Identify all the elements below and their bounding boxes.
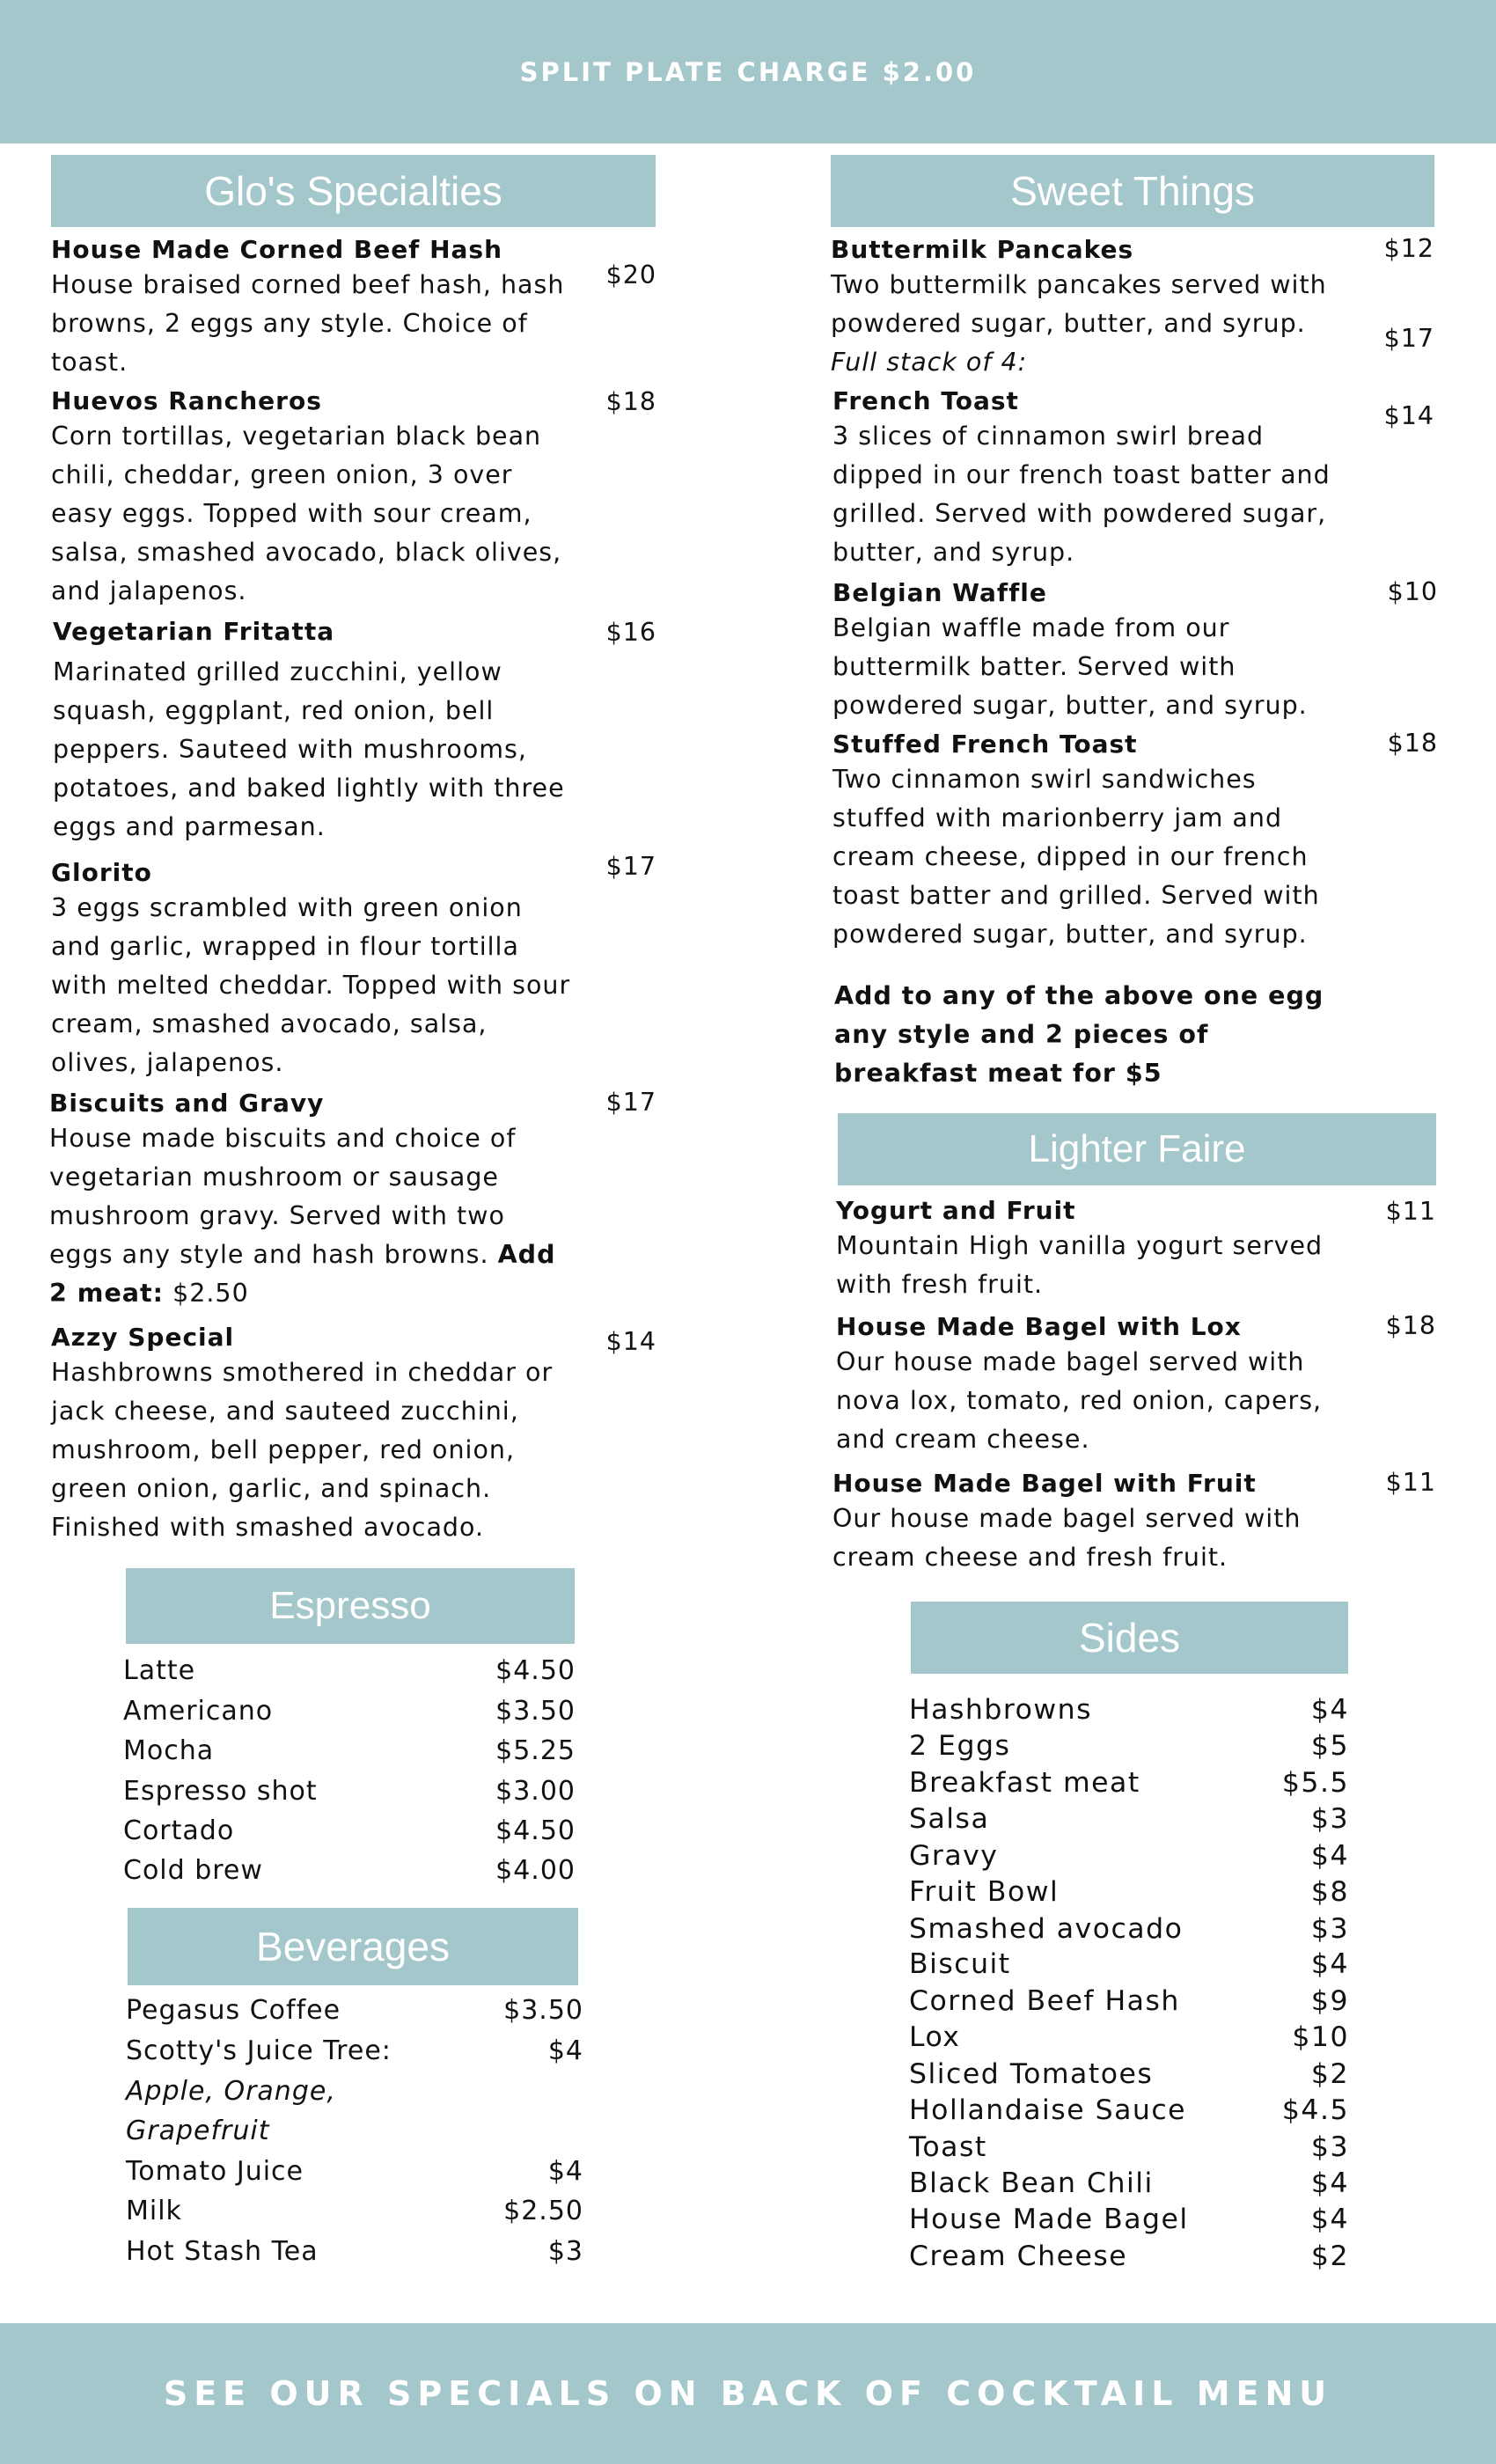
side-price: $3 — [1310, 1913, 1349, 1945]
lighter-faire-header: Lighter Faire — [838, 1113, 1436, 1185]
side-price: $8 — [1310, 1876, 1349, 1908]
side-row — [909, 1840, 1349, 1872]
drink-name: Latte — [123, 1655, 196, 1686]
drink-name: Hot Stash Tea — [126, 2236, 319, 2267]
beverage-row — [126, 1995, 583, 2026]
side-row — [909, 2131, 1349, 2163]
side-row — [909, 1730, 1349, 1762]
drink-name: Mocha — [123, 1735, 215, 1766]
menu-item-bagel-with-fruit — [832, 1468, 1343, 1577]
item-name: Huevos Rancheros — [51, 386, 322, 415]
espresso-row — [123, 1815, 576, 1846]
side-row — [909, 1803, 1349, 1835]
beverage-row — [126, 2236, 583, 2267]
side-price: $9 — [1310, 1985, 1349, 2017]
side-price: $5 — [1310, 1730, 1349, 1762]
item-price: $11 — [1385, 1468, 1436, 1497]
item-description: House braised corned beef hash, hash browns, 2 eggs any style. Choice of toast. — [51, 270, 565, 377]
side-name: Biscuit — [909, 1948, 1011, 1980]
espresso-row — [123, 1696, 576, 1727]
item-price: $18 — [1385, 1311, 1436, 1340]
item-price: $17 — [605, 852, 656, 881]
item-name: Stuffed French Toast — [832, 730, 1138, 759]
menu-item-yogurt-and-fruit — [836, 1195, 1346, 1304]
juice-options-line — [126, 2116, 583, 2146]
full-stack-note: Full stack of 4: — [831, 348, 1028, 377]
item-name: Glorito — [51, 858, 152, 887]
side-name: Sliced Tomatoes — [909, 2058, 1154, 2090]
beverage-row — [126, 2196, 583, 2226]
side-row — [909, 2058, 1349, 2090]
menu-item-huevos-rancheros — [51, 385, 579, 611]
item-description: Belgian waffle made from our buttermilk batter. Served with powdered sugar, butter, and syrup. — [832, 613, 1308, 720]
juice-options-line — [126, 2076, 583, 2107]
beverage-row — [126, 2035, 583, 2066]
item-description: Two cinnamon swirl sandwiches stuffed with marionberry jam and cream cheese, dipped in our french toast batter and grilled. Served with powdered sugar, butter, and syrup. — [832, 765, 1320, 949]
side-price: $2 — [1310, 2058, 1349, 2090]
side-price: $2 — [1310, 2240, 1349, 2272]
drink-price: $4 — [547, 2156, 583, 2187]
drink-price: $3.50 — [495, 1696, 576, 1727]
drink-name: Americano — [123, 1696, 274, 1727]
drink-price: $3 — [547, 2236, 583, 2267]
item-name: Azzy Special — [51, 1323, 235, 1352]
drink-price: $4.00 — [495, 1855, 576, 1886]
item-description: Our house made bagel served with nova lox, tomato, red onion, capers, and cream cheese. — [836, 1347, 1323, 1454]
split-plate-banner: SPLIT PLATE CHARGE $2.00 — [0, 0, 1496, 143]
item-name: House Made Corned Beef Hash — [51, 235, 503, 264]
side-price: $10 — [1292, 2021, 1349, 2053]
juice-options: Apple, Orange, — [126, 2076, 336, 2107]
menu-item-stuffed-french-toast — [832, 729, 1343, 954]
sweet-things-header: Sweet Things — [831, 155, 1434, 227]
side-row — [909, 1694, 1349, 1726]
menu-item-vegetarian-fritatta — [53, 616, 581, 847]
side-name: Breakfast meat — [909, 1767, 1140, 1799]
item-price: $18 — [605, 387, 656, 416]
side-price: $4 — [1310, 2204, 1349, 2235]
item-price: $11 — [1385, 1197, 1436, 1226]
item-name: Yogurt and Fruit — [836, 1196, 1076, 1225]
drink-price: $3.00 — [495, 1776, 576, 1807]
espresso-row — [123, 1655, 576, 1686]
item-description: Two buttermilk pancakes served with powdered sugar, butter, and syrup. — [831, 270, 1327, 338]
item-price: $16 — [605, 618, 656, 647]
item-name: Vegetarian Fritatta — [53, 617, 335, 646]
item-name: House Made Bagel with Lox — [836, 1312, 1242, 1341]
side-price: $3 — [1310, 1803, 1349, 1835]
side-row — [909, 2094, 1349, 2126]
drink-name: Espresso shot — [123, 1776, 318, 1807]
item-description — [49, 1119, 577, 1313]
item-price: $14 — [605, 1327, 656, 1356]
side-name: Salsa — [909, 1803, 990, 1835]
specialties-header: Glo's Specialties — [51, 155, 656, 227]
item-description: 3 slices of cinnamon swirl bread dipped in our french toast batter and grilled. Served with powdered sugar, butter, and syrup. — [832, 422, 1331, 567]
side-row — [909, 2204, 1349, 2235]
side-name: Hashbrowns — [909, 1694, 1093, 1726]
item-description: Marinated grilled zucchini, yellow squash, eggplant, red onion, bell peppers. Sauteed with mushrooms, potatoes, and baked lightly with three eggs and parmesan. — [53, 657, 565, 841]
drink-name: Cold brew — [123, 1855, 263, 1886]
cocktail-menu-banner: SEE OUR SPECIALS ON BACK OF COCKTAIL MENU — [0, 2323, 1496, 2464]
item-description: Hashbrowns smothered in cheddar or jack cheese, and sauteed zucchini, mushroom, bell pepper, red onion, green onion, garlic, and spinach. Finished with smashed avocado. — [51, 1358, 554, 1542]
drink-price: $4.50 — [495, 1815, 576, 1846]
menu-item-azzy-special — [51, 1322, 579, 1547]
drink-name: Scotty's Juice Tree: — [126, 2035, 392, 2066]
item-price: $17 — [605, 1088, 656, 1117]
side-name: House Made Bagel — [909, 2204, 1189, 2235]
add-egg-meat-note: Add to any of the above one egg any style and 2 pieces of breakfast meat for $5 — [834, 981, 1324, 1088]
side-row — [909, 2021, 1349, 2053]
item-name: Biscuits and Gravy — [49, 1089, 325, 1118]
item-name: Belgian Waffle — [832, 578, 1047, 607]
side-row — [909, 1985, 1349, 2017]
side-name: Gravy — [909, 1840, 999, 1872]
menu-item-buttermilk-pancakes — [831, 234, 1341, 382]
add-meat-label: Add 2 meat: — [49, 1240, 556, 1308]
side-price: $4 — [1310, 1840, 1349, 1872]
item-description: Corn tortillas, vegetarian black bean chili, cheddar, green onion, 3 over easy eggs. Topped with sour cream, salsa, smashed avocado, black olives, and jalapenos. — [51, 422, 562, 605]
item-price: $10 — [1387, 577, 1438, 606]
menu-item-bagel-with-lox — [836, 1311, 1346, 1459]
item-name: Buttermilk Pancakes — [831, 235, 1134, 264]
side-name: Lox — [909, 2021, 961, 2053]
menu-item-french-toast — [832, 385, 1343, 572]
espresso-row — [123, 1776, 576, 1807]
beverages-header: Beverages — [128, 1908, 578, 1985]
side-name: Toast — [909, 2131, 987, 2163]
drink-name: Tomato Juice — [126, 2156, 304, 2187]
drink-price: $4 — [547, 2035, 583, 2066]
item-name: House Made Bagel with Fruit — [832, 1469, 1257, 1498]
item-price: $12 — [1383, 234, 1434, 263]
side-row — [909, 1767, 1349, 1799]
item-description-text: House made biscuits and choice of vegetarian mushroom or sausage mushroom gravy. Served with two eggs any style and hash browns. — [49, 1124, 517, 1269]
full-stack-price: $17 — [1383, 324, 1434, 353]
side-row — [909, 1948, 1349, 1980]
item-price: $18 — [1387, 729, 1438, 758]
menu-item-corned-beef-hash — [51, 234, 579, 382]
side-price: $4 — [1310, 1694, 1349, 1726]
side-row — [909, 2167, 1349, 2199]
item-description: Mountain High vanilla yogurt served with fresh fruit. — [836, 1231, 1324, 1299]
drink-name: Pegasus Coffee — [126, 1995, 341, 2026]
side-name: Fruit Bowl — [909, 1876, 1060, 1908]
side-price: $3 — [1310, 2131, 1349, 2163]
menu-item-biscuits-and-gravy — [49, 1088, 577, 1313]
side-row — [909, 2240, 1349, 2272]
menu-item-belgian-waffle — [832, 577, 1343, 725]
side-row — [909, 1913, 1349, 1945]
drink-price: $5.25 — [495, 1735, 576, 1766]
side-name: Black Bean Chili — [909, 2167, 1154, 2199]
side-name: Hollandaise Sauce — [909, 2094, 1187, 2126]
espresso-row — [123, 1735, 576, 1766]
side-name: Cream Cheese — [909, 2240, 1128, 2272]
side-price: $4 — [1310, 2167, 1349, 2199]
drink-name: Milk — [126, 2196, 182, 2226]
drink-price: $2.50 — [503, 2196, 583, 2226]
juice-options: Grapefruit — [126, 2116, 270, 2146]
side-name: Smashed avocado — [909, 1913, 1184, 1945]
side-price: $4.5 — [1281, 2094, 1349, 2126]
add-meat-price: $2.50 — [172, 1279, 249, 1308]
item-price: $14 — [1383, 401, 1434, 430]
espresso-row — [123, 1855, 576, 1886]
beverage-row — [126, 2156, 583, 2187]
item-description: 3 eggs scrambled with green onion and garlic, wrapped in flour tortilla with melted cheddar. Topped with sour cream, smashed avocado, salsa, olives, jalapenos. — [51, 893, 571, 1077]
item-description: Our house made bagel served with cream cheese and fresh fruit. — [832, 1504, 1302, 1572]
side-row — [909, 1876, 1349, 1908]
item-name: French Toast — [832, 386, 1019, 415]
side-price: $4 — [1310, 1948, 1349, 1980]
drink-price: $3.50 — [503, 1995, 583, 2026]
espresso-header: Espresso — [126, 1568, 575, 1644]
side-price: $5.5 — [1281, 1767, 1349, 1799]
drink-price: $4.50 — [495, 1655, 576, 1686]
sides-header: Sides — [911, 1602, 1348, 1674]
drink-name: Cortado — [123, 1815, 235, 1846]
side-name: Corned Beef Hash — [909, 1985, 1180, 2017]
item-price: $20 — [605, 260, 656, 290]
menu-item-glorito — [51, 857, 579, 1082]
side-name: 2 Eggs — [909, 1730, 1011, 1762]
